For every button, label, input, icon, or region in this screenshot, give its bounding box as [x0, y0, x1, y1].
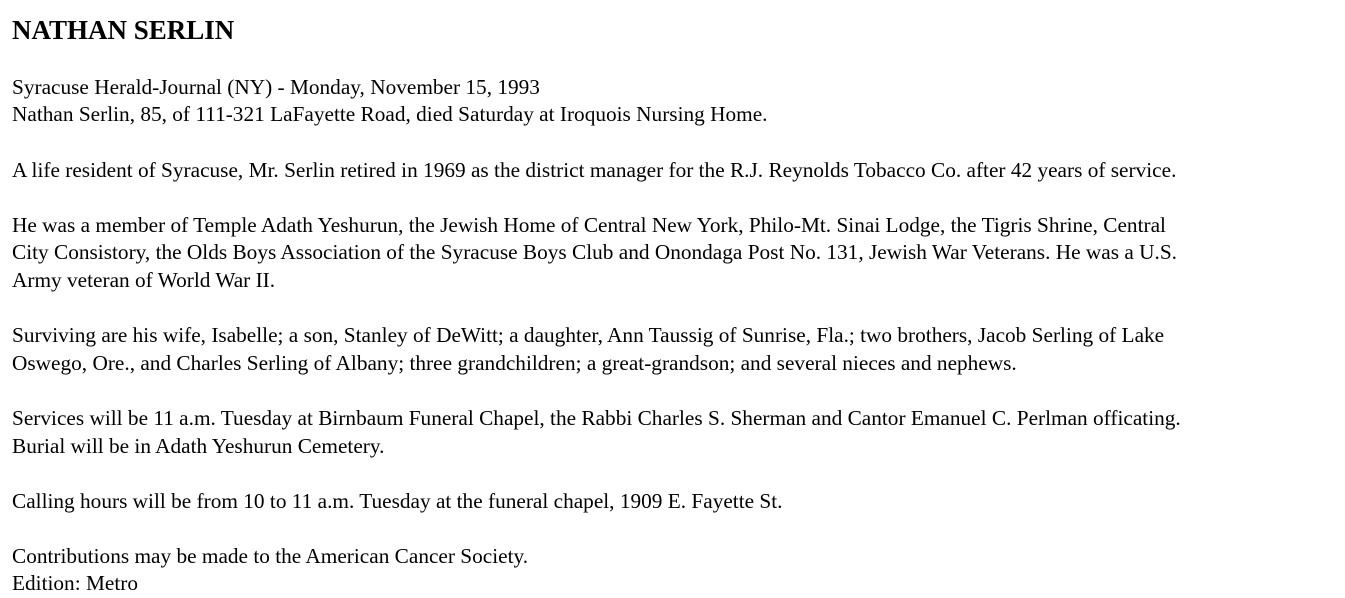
text-line-services-2: Burial will be in Adath Yeshurun Cemetery. — [12, 434, 385, 458]
text-line-membership-3: Army veteran of World War II. — [12, 268, 276, 292]
text-line-survivors-2: Oswego, Ore., and Charles Serling of Albany; three grandchildren; a great-grandson; and several nieces and nephews. — [12, 351, 1017, 375]
text-line-career: A life resident of Syracuse, Mr. Serlin retired in 1969 as the district manager for the R.J. Reynolds Tobacco Co. after 42 years of service. — [12, 158, 1177, 182]
obituary-title: NATHAN SERLIN — [12, 15, 235, 45]
text-line-membership-2: City Consistory, the Olds Boys Association of the Syracuse Boys Club and Onondaga Post No. 131, Jewish War Veterans. He was a U.S. — [12, 240, 1177, 264]
text-line-death-notice: Nathan Serlin, 85, of 111-321 LaFayette Road, died Saturday at Iroquois Nursing Home. — [12, 102, 768, 126]
text-line-survivors-1: Surviving are his wife, Isabelle; a son, Stanley of DeWitt; a daughter, Ann Taussig of Sunrise, Fla.; two brothers, Jacob Serling of Lake — [12, 323, 1165, 347]
text-line-contributions: Contributions may be made to the American Cancer Society. — [12, 544, 529, 568]
source-line: Syracuse Herald-Journal (NY) - Monday, November 15, 1993 — [12, 75, 540, 99]
text-line-calling-hours: Calling hours will be from 10 to 11 a.m. Tuesday at the funeral chapel, 1909 E. Fayette St. — [12, 489, 783, 513]
edition-line: Edition: Metro — [12, 571, 138, 595]
text-line-membership-1: He was a member of Temple Adath Yeshurun, the Jewish Home of Central New York, Philo-Mt. Sinai Lodge, the Tigris Shrine, Central — [12, 213, 1166, 237]
text-line-services-1: Services will be 11 a.m. Tuesday at Birnbaum Funeral Chapel, the Rabbi Charles S. Sherman and Cantor Emanuel C. Perlman officating. — [12, 406, 1181, 430]
